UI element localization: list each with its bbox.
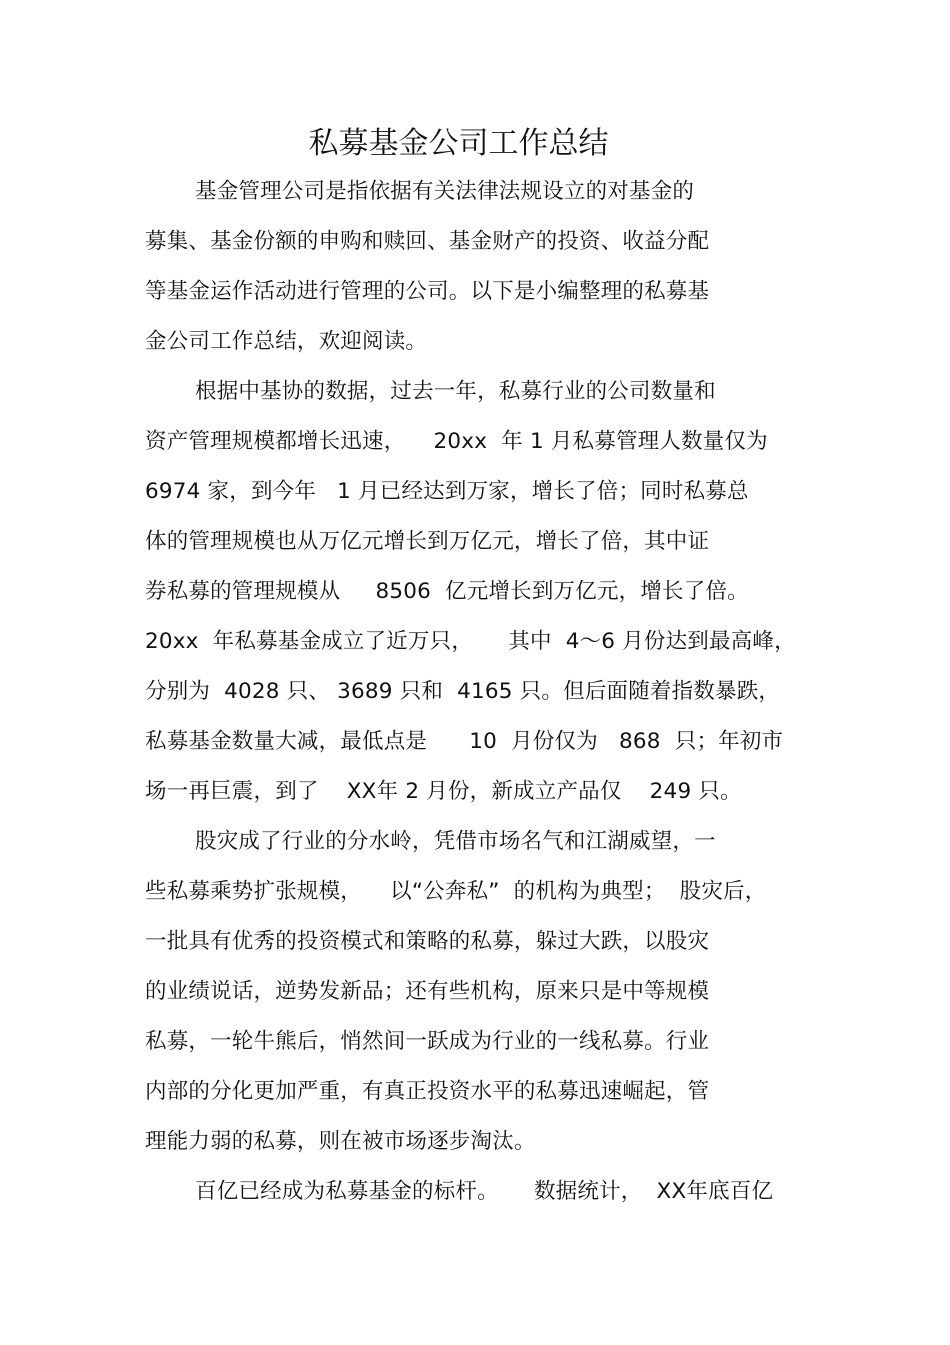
paragraph-line: 基金管理公司是指依据有关法律法规设立的对基金的 — [195, 179, 695, 204]
paragraph-line: 金公司工作总结，欢迎阅读。 — [145, 329, 428, 354]
paragraph-line: 私募，一轮牛熊后，悄然间一跃成为行业的一线私募。行业 — [145, 1029, 710, 1054]
paragraph-line: 等基金运作活动进行管理的公司。以下是小编整理的私募基 — [145, 279, 710, 304]
paragraph-line: 20xx 年私募基金成立了近万只， 其中 4～6 月份达到最高峰， — [145, 629, 796, 654]
paragraph-line: 股灾成了行业的分水岭，凭借市场名气和江湖威望，一 — [195, 829, 716, 854]
paragraph-line: 募集、基金份额的申购和赎回、基金财产的投资、收益分配 — [145, 229, 710, 254]
document-title: 私募基金公司工作总结 — [308, 126, 609, 161]
paragraph-line: 分别为 4028 只、 3689 只和 4165 只。但后面随着指数暴跌， — [145, 679, 781, 704]
paragraph-line: 6974 家，到今年 1 月已经达到万家，增长了倍；同时私募总 — [145, 479, 749, 504]
paragraph-line: 私募基金数量大减，最低点是 10 月份仅为 868 只；年初市 — [145, 729, 784, 754]
paragraph-line: 的业绩说话，逆势发新品；还有些机构，原来只是中等规模 — [145, 979, 710, 1004]
paragraph-line: 场一再巨震，到了 XX年 2 月份，新成立产品仅 249 只。 — [145, 779, 742, 804]
paragraph-line: 资产管理规模都增长迅速， 20xx 年 1 月私募管理人数量仅为 — [145, 429, 768, 454]
paragraph-line: 内部的分化更加严重，有真正投资水平的私募迅速崛起，管 — [145, 1079, 710, 1104]
paragraph-line: 理能力弱的私募，则在被市场逐步淘汰。 — [145, 1129, 536, 1154]
paragraph-line: 百亿已经成为私募基金的标杆。 数据统计， XX年底百亿 — [195, 1179, 774, 1204]
paragraph-line: 根据中基协的数据，过去一年，私募行业的公司数量和 — [195, 379, 716, 404]
paragraph-line: 些私募乘势扩张规模， 以“公奔私” 的机构为典型； 股灾后， — [145, 879, 767, 904]
paragraph-line: 一批具有优秀的投资模式和策略的私募，躲过大跌，以股灾 — [145, 929, 710, 954]
paragraph-line: 券私募的管理规模从 8506 亿元增长到万亿元，增长了倍。 — [145, 579, 749, 604]
paragraph-line: 体的管理规模也从万亿元增长到万亿元，增长了倍，其中证 — [145, 529, 710, 554]
